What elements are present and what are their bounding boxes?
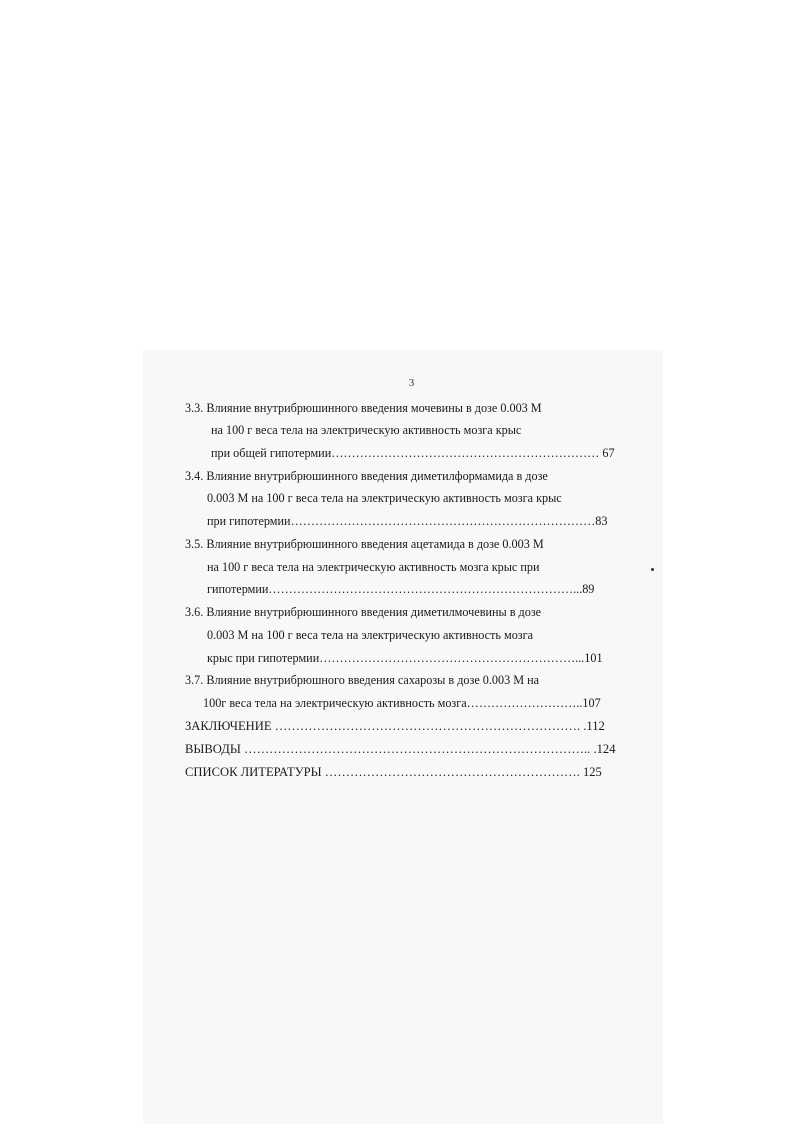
toc-entry-3-3-line-3: при общей гипотермии………………………………………………………… 67 — [211, 446, 615, 460]
toc-entry-3-5-line-3: гипотермии…………………………………………………………………...89 — [207, 582, 595, 596]
toc-entry-conclusion: ЗАКЛЮЧЕНИЕ ………………………………………………………………. .112 — [185, 719, 605, 733]
toc-entry-3-6-line-3: крыс при гипотермии………………………………………………………...101 — [207, 651, 603, 665]
page-number: 3 — [408, 377, 415, 389]
toc-entry-3-5-line-1: 3.5. Влияние внутрибрюшинного введения ацетамида в дозе 0.003 М — [185, 537, 544, 551]
toc-entry-3-6-line-2: 0.003 М на 100 г веса тела на электрическую активность мозга — [207, 628, 534, 642]
toc-entry-3-3-line-1: 3.3. Влияние внутрибрюшинного введения мочевины в дозе 0.003 М — [185, 401, 542, 415]
toc-entry-3-7-line-2: 100г веса тела на электрическую активность мозга………………………..107 — [203, 696, 601, 710]
toc-entry-3-3-line-2: на 100 г веса тела на электрическую активность мозга крыс — [211, 423, 522, 437]
toc-entry-3-4-line-1: 3.4. Влияние внутрибрюшинного введения диметилформамида в дозе — [185, 469, 548, 483]
toc-entry-3-7-line-1: 3.7. Влияние внутрибрюшного введения сахарозы в дозе 0.003 М на — [185, 673, 540, 687]
toc-entry-3-4-line-3: при гипотермии…………………………………………………………………83 — [207, 514, 608, 528]
scan-speck — [651, 568, 654, 571]
toc-entry-3-5-line-2: на 100 г веса тела на электрическую активность мозга крыс при — [207, 560, 540, 574]
toc-entry-3-4-line-2: 0.003 М на 100 г веса тела на электрическую активность мозга крыс — [207, 491, 562, 505]
toc-entry-references: СПИСОК ЛИТЕРАТУРЫ ……………………………………………………. 125 — [185, 765, 602, 779]
toc-entry-findings: ВЫВОДЫ ……………………………………………………………………….. .124 — [185, 742, 616, 756]
toc-entry-3-6-line-1: 3.6. Влияние внутрибрюшинного введения диметилмочевины в дозе — [185, 605, 542, 619]
